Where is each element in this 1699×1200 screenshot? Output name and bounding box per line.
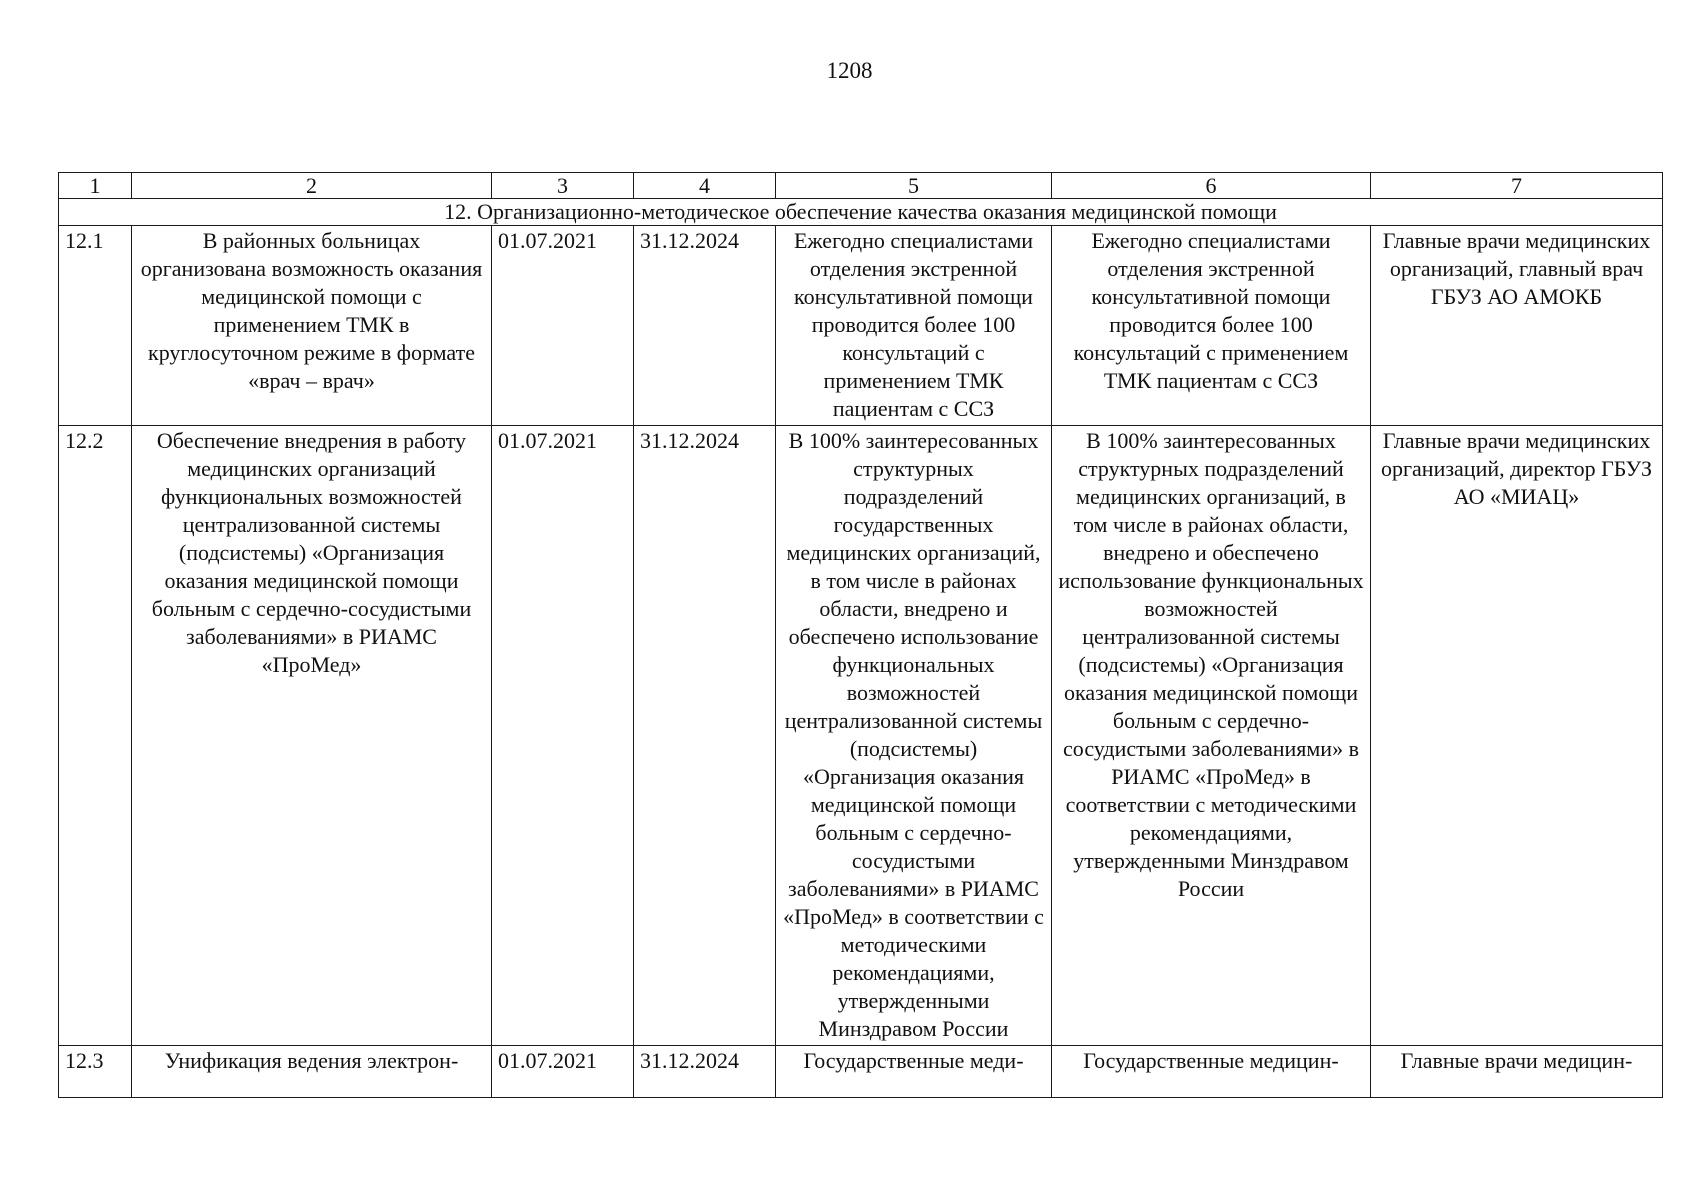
responsible-cell: Главные врачи медицинских организаций, главный врач ГБУЗ АО АМОКБ — [1371, 226, 1663, 426]
start-date-cell: 01.07.2021 — [492, 226, 634, 426]
column-header: 7 — [1371, 173, 1663, 199]
measures-table — [58, 172, 1663, 1098]
indicator-cell: В 100% заинтересованных структурных подразделений государственных медицинских организаций, в том числе в районах области, внедрено и обеспечено использование функциональных возможностей централизованной системы (подсистемы) «Организация оказания медицинской помощи больным с сердечно-сосудистыми заболеваниями» в РИАМС «ПроМед» в соответствии с методическими рекомендациями, утвержденными Минздравом России — [776, 426, 1052, 1046]
start-date-cell: 01.07.2021 — [492, 426, 634, 1046]
table-row — [59, 426, 1663, 1046]
row-number: 12.2 — [59, 426, 132, 1046]
table-row — [59, 226, 1663, 426]
result-cell: Ежегодно специалистами отделения экстренной консультативной помощи проводится более 100 консультаций с применением ТМК пациентам с ССЗ — [1052, 226, 1371, 426]
end-date-cell: 31.12.2024 — [634, 426, 776, 1046]
indicator-cell: Государственные меди- — [776, 1046, 1052, 1098]
result-cell: В 100% заинтересованных структурных подразделений медицинских организаций, в том числе в районах области, внедрено и обеспечено использование функциональных возможностей централизованной системы (подсистемы) «Организация оказания медицинской помощи больным с сердечно-сосудистыми заболеваниями» в РИАМС «ПроМед» в соответствии с методическими рекомендациями, утвержденными Минздравом России — [1052, 426, 1371, 1046]
column-header: 4 — [634, 173, 776, 199]
section-row — [59, 199, 1663, 226]
responsible-cell: Главные врачи медицин- — [1371, 1046, 1663, 1098]
responsible-cell: Главные врачи медицинских организаций, директор ГБУЗ АО «МИАЦ» — [1371, 426, 1663, 1046]
row-number: 12.1 — [59, 226, 132, 426]
measure-cell: В районных больницах организована возможность оказания медицинской помощи с применением ТМК в круглосуточном режиме в формате «врач – врач» — [132, 226, 492, 426]
column-number-row — [59, 173, 1663, 199]
column-header: 6 — [1052, 173, 1371, 199]
table-row — [59, 1046, 1663, 1098]
indicator-cell: Ежегодно специалистами отделения экстренной консультативной помощи проводится более 100 консультаций с применением ТМК пациентам с ССЗ — [776, 226, 1052, 426]
column-header: 1 — [59, 173, 132, 199]
measure-cell: Унификация ведения электрон- — [132, 1046, 492, 1098]
column-header: 3 — [492, 173, 634, 199]
column-header: 5 — [776, 173, 1052, 199]
page-number: 1208 — [826, 58, 873, 83]
end-date-cell: 31.12.2024 — [634, 226, 776, 426]
column-header: 2 — [132, 173, 492, 199]
end-date-cell: 31.12.2024 — [634, 1046, 776, 1098]
result-cell: Государственные медицин- — [1052, 1046, 1371, 1098]
row-number: 12.3 — [59, 1046, 132, 1098]
start-date-cell: 01.07.2021 — [492, 1046, 634, 1098]
section-title: 12. Организационно-методическое обеспечение качества оказания медицинской помощи — [59, 199, 1663, 226]
measure-cell: Обеспечение внедрения в работу медицинских организаций функциональных возможностей централизованной системы (подсистемы) «Организация оказания медицинской помощи больным с сердечно-сосудистыми заболеваниями» в РИАМС «ПроМед» — [132, 426, 492, 1046]
